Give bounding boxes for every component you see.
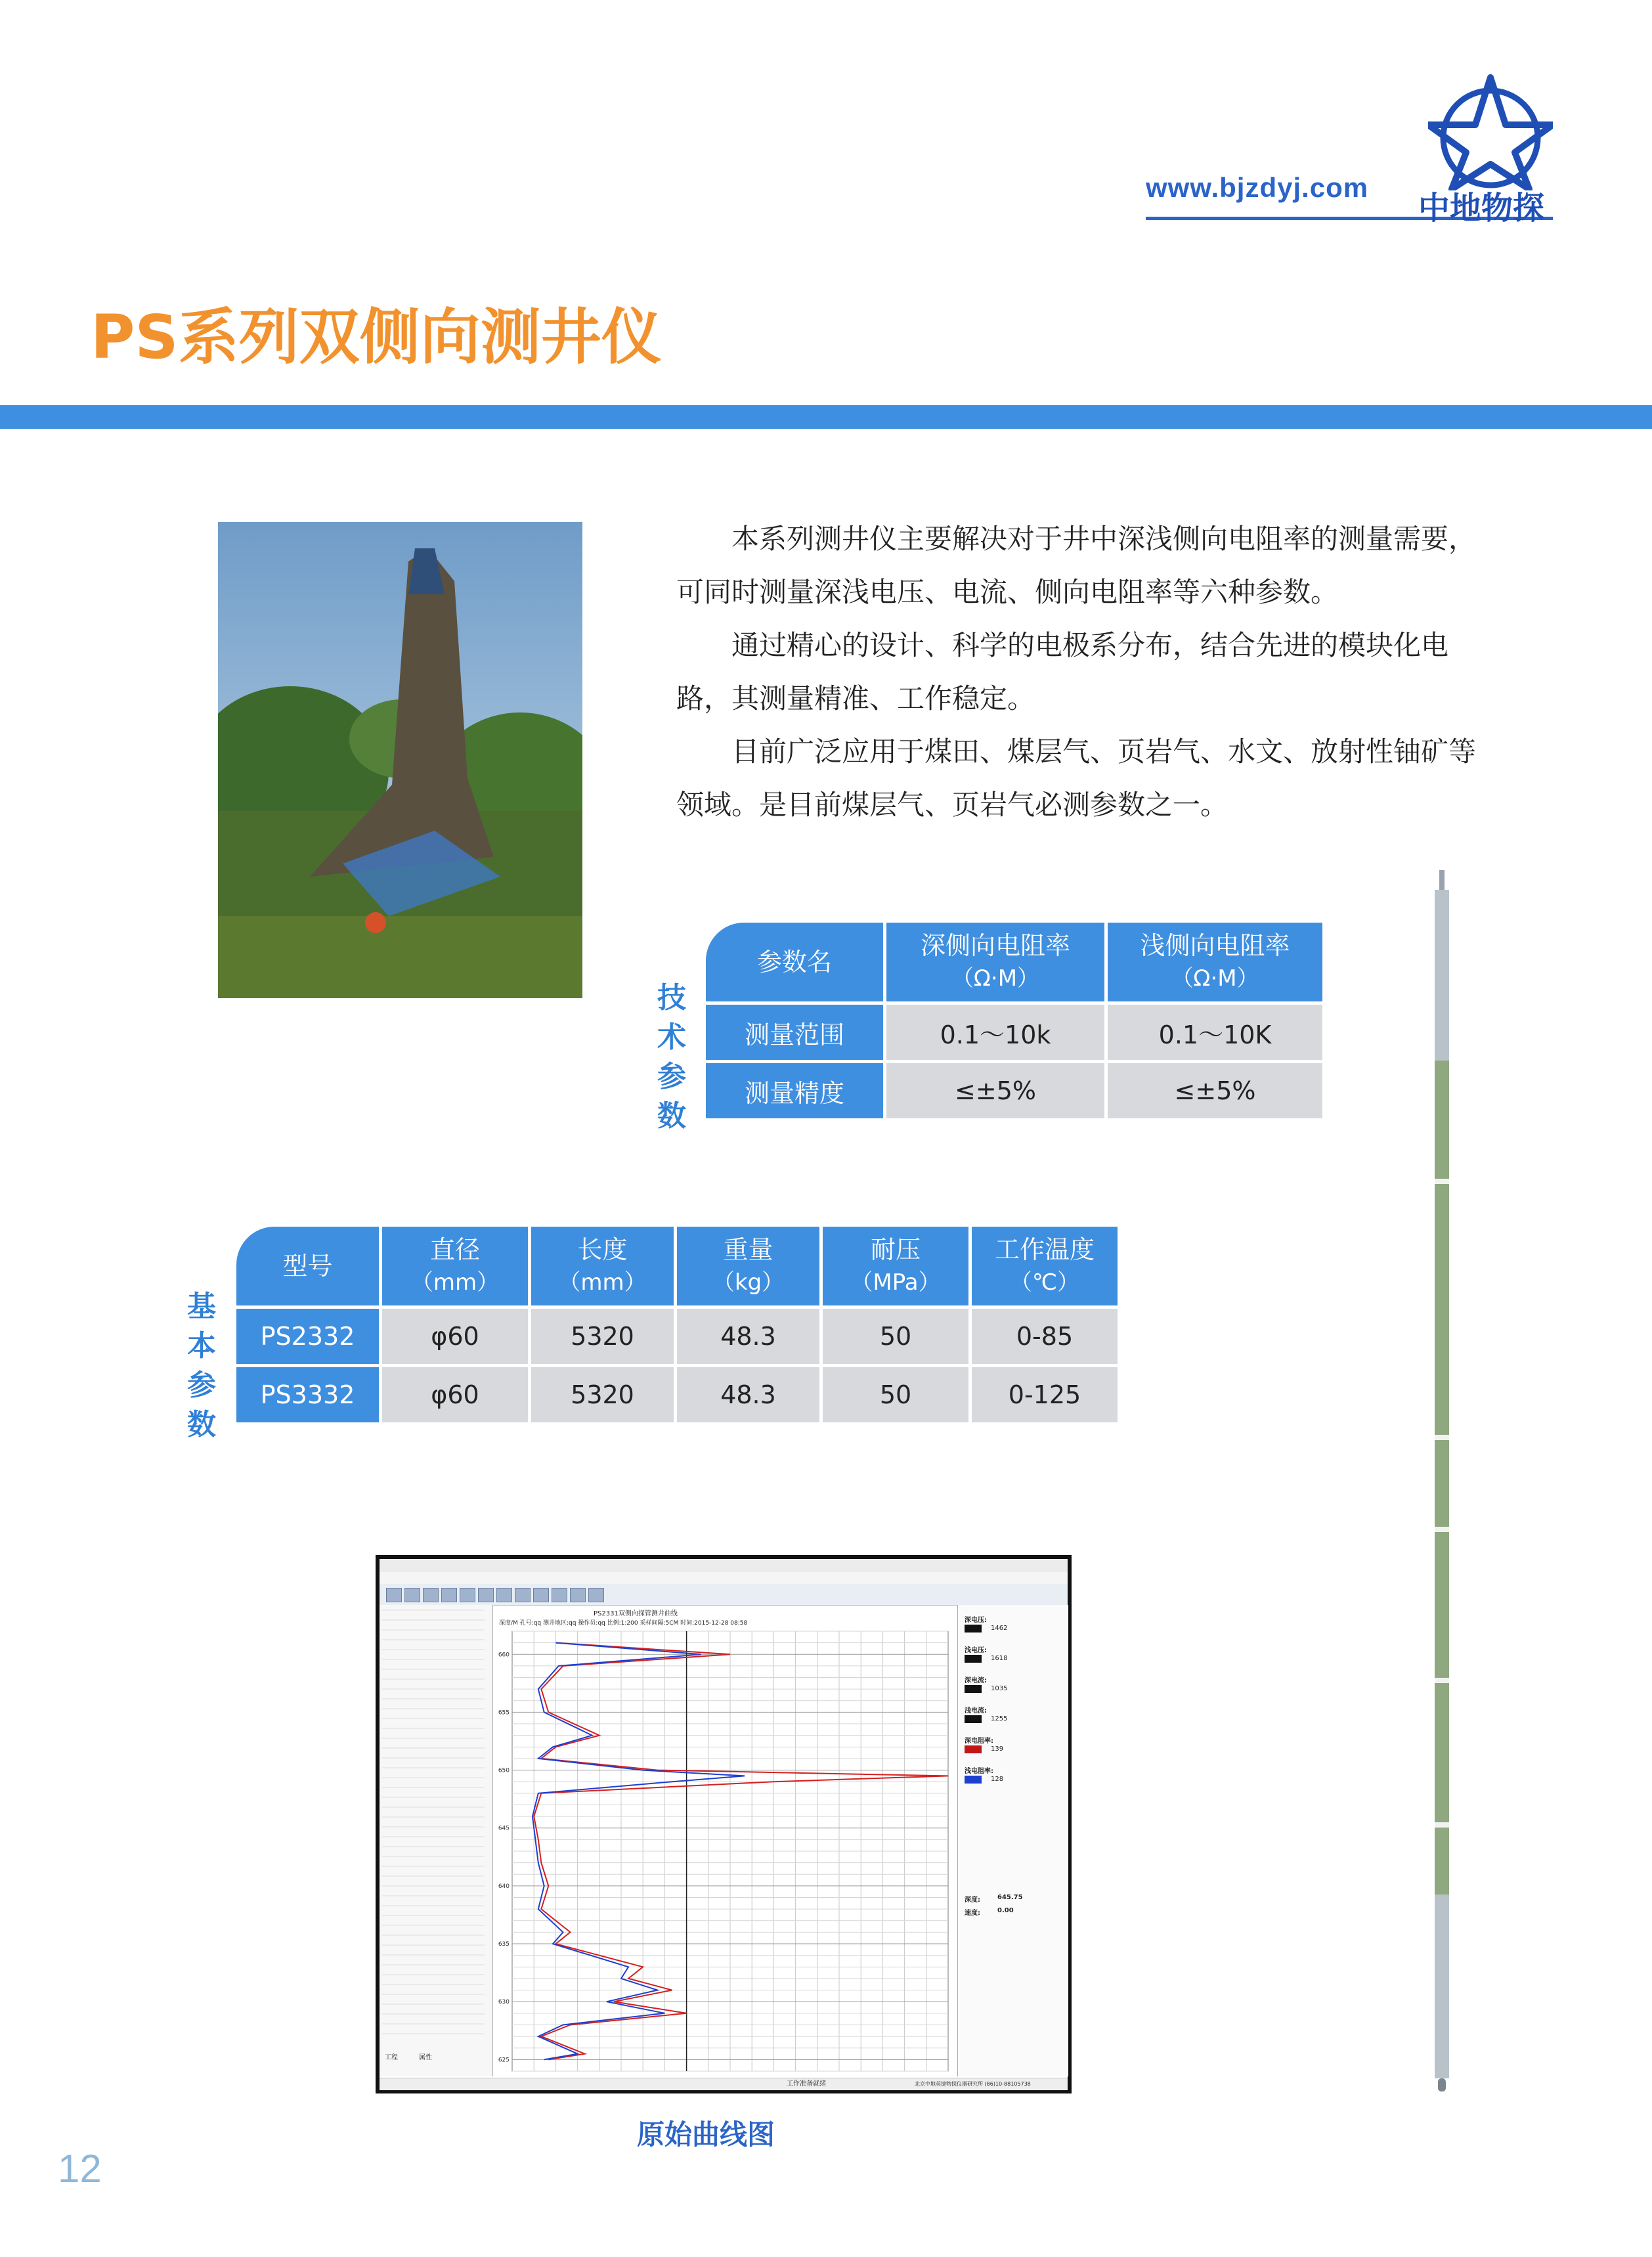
table-cell: φ60: [382, 1309, 528, 1364]
description-paragraph: 本系列测井仪主要解决对于井中深浅侧向电阻率的测量需要，可同时测量深浅电压、电流、侧向电阻率等六种参数。: [676, 523, 1477, 608]
readout-value: 139: [991, 1745, 1004, 1753]
speed-label: 速度:: [965, 1910, 980, 1917]
table-cell: 0.1～10K: [1108, 1005, 1322, 1060]
readout-value: 1035: [991, 1685, 1008, 1692]
readout-label: 浅电流:: [965, 1707, 987, 1715]
table-cell: PS3332: [236, 1367, 379, 1422]
chart-title: PS2331双侧向探管测井曲线: [594, 1610, 678, 1617]
table-cell: 50: [823, 1367, 968, 1422]
y-tick-label: 625: [498, 2057, 510, 2064]
table-cell: 50: [823, 1309, 968, 1364]
color-swatch[interactable]: [965, 1776, 982, 1784]
table-cell: 48.3: [677, 1309, 819, 1364]
table-row: [236, 1309, 1118, 1364]
page-title: PS系列双侧向测井仪: [91, 302, 662, 372]
color-swatch[interactable]: [965, 1625, 982, 1632]
depth-label: 深度:: [965, 1896, 980, 1904]
readout-label: 深电流:: [965, 1677, 987, 1684]
readout-value: 128: [991, 1776, 1004, 1783]
tech-params-label: 技 术 参 数: [657, 981, 686, 1133]
website-url[interactable]: www.bjzdyj.com: [1146, 172, 1369, 203]
description-paragraph: 目前广泛应用于煤田、煤层气、页岩气、水文、放射性铀矿等领域。是目前煤层气、页岩气必测参数之一。: [676, 735, 1477, 821]
table-header: 直径 （mm）: [382, 1227, 528, 1305]
status-institute: 北京中地英捷物探仪器研究所 (86)10-88105738: [915, 2081, 1031, 2087]
tool-icon[interactable]: [515, 1588, 531, 1602]
readout-label: 浅电压:: [965, 1647, 987, 1654]
table-row: [236, 1367, 1118, 1422]
tab-project[interactable]: 工程: [385, 2054, 398, 2061]
table-row: [706, 1005, 1322, 1060]
tool-icon[interactable]: [478, 1588, 494, 1602]
log-chart-area: [495, 1605, 955, 2076]
color-swatch[interactable]: [965, 1715, 982, 1723]
tool-icon[interactable]: [570, 1588, 586, 1602]
tool-icon[interactable]: [533, 1588, 549, 1602]
table-cell: 0-85: [972, 1309, 1118, 1364]
property-panel: [380, 1605, 493, 2076]
readout-value: 1462: [991, 1625, 1008, 1632]
description-paragraph: 通过精心的设计、科学的电极系分布，结合先进的模块化电路，其测量精准、工作稳定。: [676, 629, 1449, 714]
table-row: [706, 1063, 1322, 1118]
y-tick-label: 655: [498, 1709, 510, 1717]
y-tick-label: 660: [498, 1652, 510, 1659]
depth-value: 645.75: [997, 1894, 1023, 1901]
table-cell: 5320: [531, 1367, 674, 1422]
app-title-bar: [380, 1559, 1068, 1572]
readout-value: 1255: [991, 1715, 1008, 1722]
title-divider-bar: [0, 405, 1652, 429]
tool-icon[interactable]: [423, 1588, 439, 1602]
table-cell: ≤±5%: [1108, 1063, 1322, 1118]
table-cell: 5320: [531, 1309, 674, 1364]
status-bar: [380, 2078, 1068, 2090]
log-curve-plot: [495, 1629, 955, 2075]
tool-icon[interactable]: [496, 1588, 512, 1602]
logging-tool-rod-image: [1433, 870, 1451, 2092]
product-description: [676, 512, 1497, 831]
property-list: [380, 1605, 492, 2076]
y-tick-label: 630: [498, 1999, 510, 2006]
tech-params-table: [703, 919, 1326, 1122]
tool-icon[interactable]: [404, 1588, 420, 1602]
table-cell: 0.1～10k: [886, 1005, 1104, 1060]
y-tick-label: 650: [498, 1767, 510, 1774]
readout-label: 深电压:: [965, 1617, 987, 1624]
page-number: 12: [58, 2147, 102, 2191]
table-header: 参数名: [706, 923, 883, 1001]
table-header: 深侧向电阻率 （Ω·M）: [886, 923, 1104, 1001]
drilling-rig-photo: [218, 522, 582, 998]
brand-name: 中地物探: [1418, 190, 1545, 227]
tool-icon[interactable]: [460, 1588, 475, 1602]
table-cell: PS2332: [236, 1309, 379, 1364]
table-header: 长度 （mm）: [531, 1227, 674, 1305]
check-icon[interactable]: [386, 1588, 402, 1602]
table-cell: 0-125: [972, 1367, 1118, 1422]
table-cell: 测量精度: [706, 1063, 883, 1118]
color-swatch[interactable]: [965, 1655, 982, 1663]
speed-value: 0.00: [997, 1907, 1014, 1914]
readout-panel: [957, 1605, 1068, 2076]
table-header: 型号: [236, 1227, 379, 1305]
status-ready: 工作准备就绪: [787, 2080, 826, 2088]
chart-header: 深度/M 孔号:qq 测井地区:qq 操作员:qq 比例:1:200 采样间隔:5CM 时间:2015-12-28 08:58: [499, 1620, 748, 1627]
software-screenshot: [376, 1555, 1072, 2093]
color-swatch[interactable]: [965, 1745, 982, 1753]
y-tick-label: 640: [498, 1883, 510, 1890]
readout-label: 深电阻率:: [965, 1738, 993, 1745]
tool-icon[interactable]: [552, 1588, 567, 1602]
table-header: 工作温度 （℃）: [972, 1227, 1118, 1305]
y-tick-label: 645: [498, 1825, 510, 1832]
y-tick-label: 635: [498, 1941, 510, 1948]
readout-label: 浅电阻率:: [965, 1768, 993, 1775]
table-header: 耐压 （MPa）: [823, 1227, 968, 1305]
star-logo-icon: [1428, 72, 1553, 190]
color-swatch[interactable]: [965, 1685, 982, 1693]
tab-properties[interactable]: 属性: [419, 2054, 432, 2061]
table-cell: 测量范围: [706, 1005, 883, 1060]
tool-icon[interactable]: [441, 1588, 457, 1602]
table-header: 浅侧向电阻率 （Ω·M）: [1108, 923, 1322, 1001]
table-cell: 48.3: [677, 1367, 819, 1422]
table-header: 重量 （kg）: [677, 1227, 819, 1305]
menu-bar: [380, 1572, 1068, 1584]
figure-caption: 原始曲线图: [637, 2118, 775, 2151]
globe-icon[interactable]: [588, 1588, 604, 1602]
readout-value: 1618: [991, 1655, 1008, 1662]
basic-params-table: [233, 1223, 1121, 1426]
table-cell: ≤±5%: [886, 1063, 1104, 1118]
table-cell: φ60: [382, 1367, 528, 1422]
basic-params-label: 基 本 参 数: [187, 1290, 216, 1441]
toolbar: [380, 1584, 1068, 1606]
